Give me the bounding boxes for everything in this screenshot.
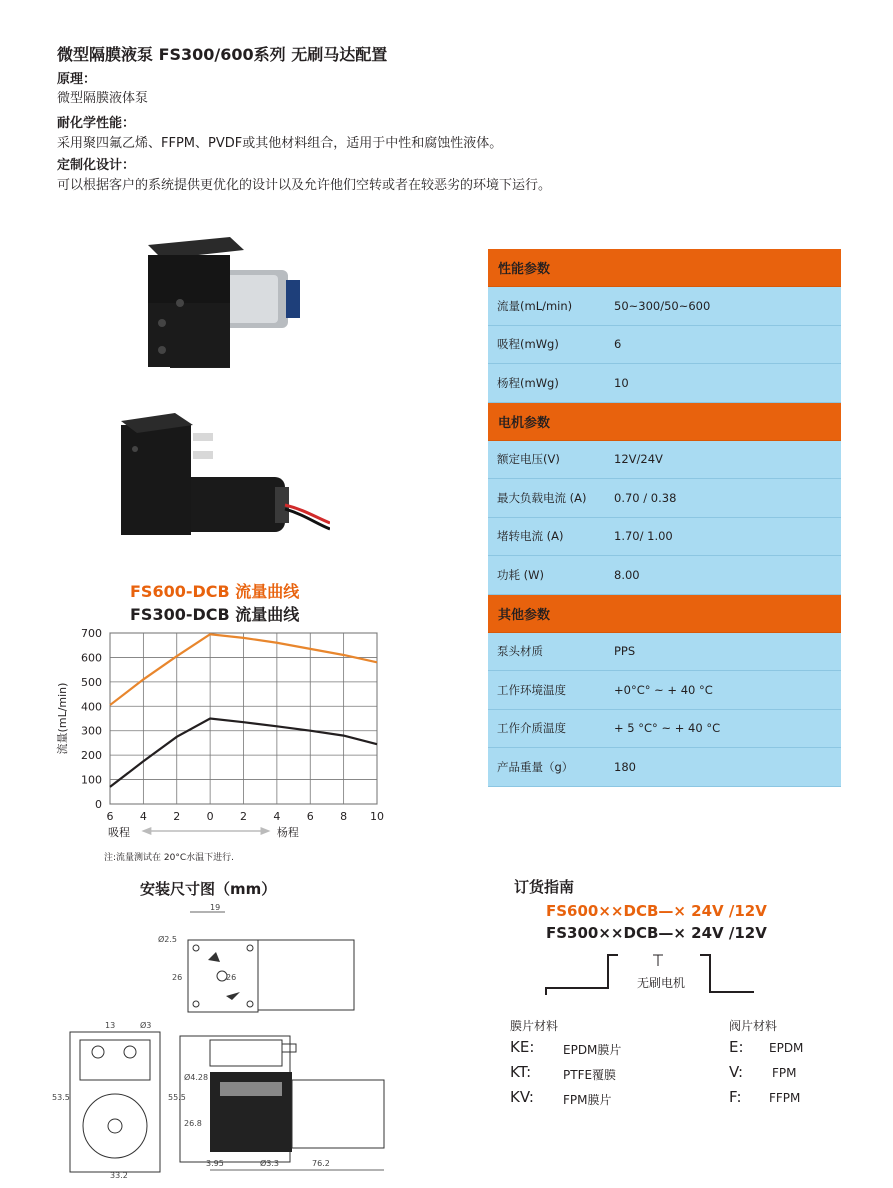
x-tick-label: 2 [173,810,181,823]
spec-value: 8.00 [614,567,640,582]
y-tick-label: 200 [81,749,102,763]
membrane-code: KE: [510,1038,535,1056]
spec-value: 12V/24V [614,452,663,467]
y-tick-label: 700 [81,627,102,640]
spec-value: 10 [614,375,629,390]
spec-key: 杨程(mWg) [497,375,559,390]
y-axis-label: 流量(mL/min) [56,682,69,755]
principle-text: 微型隔膜液体泵 [57,91,149,106]
spec-key: 最大负载电流 (A) [497,490,587,505]
dimension-label: Ø2.5 [158,935,178,944]
spec-row [488,441,841,480]
spec-key: 工作环境温度 [497,682,566,697]
spec-value: 1.70/ 1.00 [614,529,673,544]
valve-name: FPM [772,1066,797,1080]
membrane-name: PTFE覆膜 [563,1068,617,1082]
x-tick-label: 8 [340,810,348,823]
spec-key: 工作介质温度 [497,721,566,736]
dimension-label: 13 [105,1021,116,1030]
order-code-300: FS300××DCB—× 24V /12V [546,924,767,942]
spec-value: +0°C° ~ + 40 °C [614,682,713,697]
custom-text: 可以根据客户的系统提供更优化的设计以及允许他们空转或者在较恶劣的环境下运行。 [57,178,552,193]
pump-image-2 [115,405,330,555]
x-label-suction: 吸程 [108,826,130,839]
spec-key: 泵头材质 [497,644,543,659]
dimension-label: Ø3 [140,1021,152,1030]
y-tick-label: 400 [81,700,102,714]
spec-value: + 5 °C° ~ + 40 °C [614,721,721,736]
valve-title: 阀片材料 [729,1019,778,1033]
spec-row [488,287,841,326]
chart-title-fs600: FS600-DCB 流量曲线 [130,582,300,601]
x-tick-label: 10 [370,810,384,823]
dimension-label: 3.95 [206,1159,224,1168]
dimension-label: 26 [226,973,237,982]
spec-section-header: 电机参数 [488,403,841,441]
spec-key: 功耗 (W) [497,567,544,582]
spec-row [488,710,841,749]
membrane-name: EPDM膜片 [563,1043,622,1057]
flow-chart [50,625,400,870]
dimension-label: 26.8 [184,1119,202,1128]
membrane-code: KT: [510,1063,532,1081]
motor-label: 无刷电机 [637,976,686,990]
spec-section-header: 其他参数 [488,595,841,633]
chart-note: 注:流量测试在 20°C水温下进行. [104,853,234,863]
spec-value: 0.70 / 0.38 [614,490,677,505]
x-tick-label: 0 [206,810,214,823]
spec-row [488,748,841,787]
dimension-label: 26 [172,973,183,982]
custom-label: 定制化设计： [57,158,136,173]
membrane-name: FPM膜片 [563,1093,612,1107]
order-code-600: FS600××DCB—× 24V /12V [546,902,767,920]
spec-row [488,633,841,672]
spec-key: 堵转电流 (A) [497,529,564,544]
spec-section-header: 性能参数 [488,249,841,287]
spec-value: 180 [614,759,636,774]
valve-name: FFPM [769,1091,801,1105]
y-tick-label: 0 [95,798,102,811]
x-tick-label: 4 [273,810,281,823]
order-title: 订货指南 [514,878,575,896]
spec-row [488,479,841,518]
dimension-label: 76.2 [312,1159,330,1168]
spec-key: 额定电压(V) [497,452,560,467]
spec-table [488,249,841,787]
spec-row [488,556,841,595]
dimension-label: 53.5 [52,1093,70,1102]
spec-row [488,671,841,710]
dimension-label: Ø4.28 [184,1073,209,1082]
y-tick-label: 100 [81,773,102,787]
x-tick-label: 6 [106,810,114,823]
chem-label: 耐化学性能： [57,116,136,131]
spec-key: 流量(mL/min) [497,298,573,313]
spec-row [488,326,841,365]
valve-code: F: [729,1088,742,1106]
dimension-label: 33.2 [110,1171,128,1180]
y-tick-label: 300 [81,724,102,738]
spec-value: 50~300/50~600 [614,298,711,313]
spec-value: 6 [614,337,622,352]
membrane-title: 膜片材料 [510,1019,559,1033]
x-tick-label: 4 [139,810,147,823]
chem-text: 采用聚四氟乙烯、FFPM、PVDF或其他材料组合，适用于中性和腐蚀性液体。 [57,136,503,151]
dimension-drawing [50,900,450,1182]
principle-label: 原理： [57,72,97,87]
page-title: 微型隔膜液泵 FS300/600系列 无刷马达配置 [57,45,388,64]
dimension-label: Ø3.3 [260,1159,280,1168]
x-tick-label: 2 [240,810,247,823]
y-tick-label: 600 [81,651,102,665]
dimension-label: 55.5 [168,1093,186,1102]
chart-title-fs300: FS300-DCB 流量曲线 [130,605,300,624]
valve-code: E: [729,1038,744,1056]
x-axis-arrowhead-right [261,827,271,835]
spec-row [488,364,841,403]
spec-key: 吸程(mWg) [497,337,559,352]
dimensions-title: 安装尺寸图（mm） [140,880,277,898]
spec-value: PPS [614,644,636,659]
valve-name: EPDM [769,1041,804,1055]
valve-code: V: [729,1063,744,1081]
x-tick-label: 6 [306,810,314,823]
pump-image-1 [130,225,330,375]
spec-key: 产品重量（g） [497,759,574,774]
y-tick-label: 500 [81,675,102,689]
x-axis-arrowhead-left [141,827,151,835]
dimension-label: 19 [210,903,221,912]
membrane-code: KV: [510,1088,534,1106]
spec-row [488,518,841,557]
x-label-head: 杨程 [276,826,299,839]
